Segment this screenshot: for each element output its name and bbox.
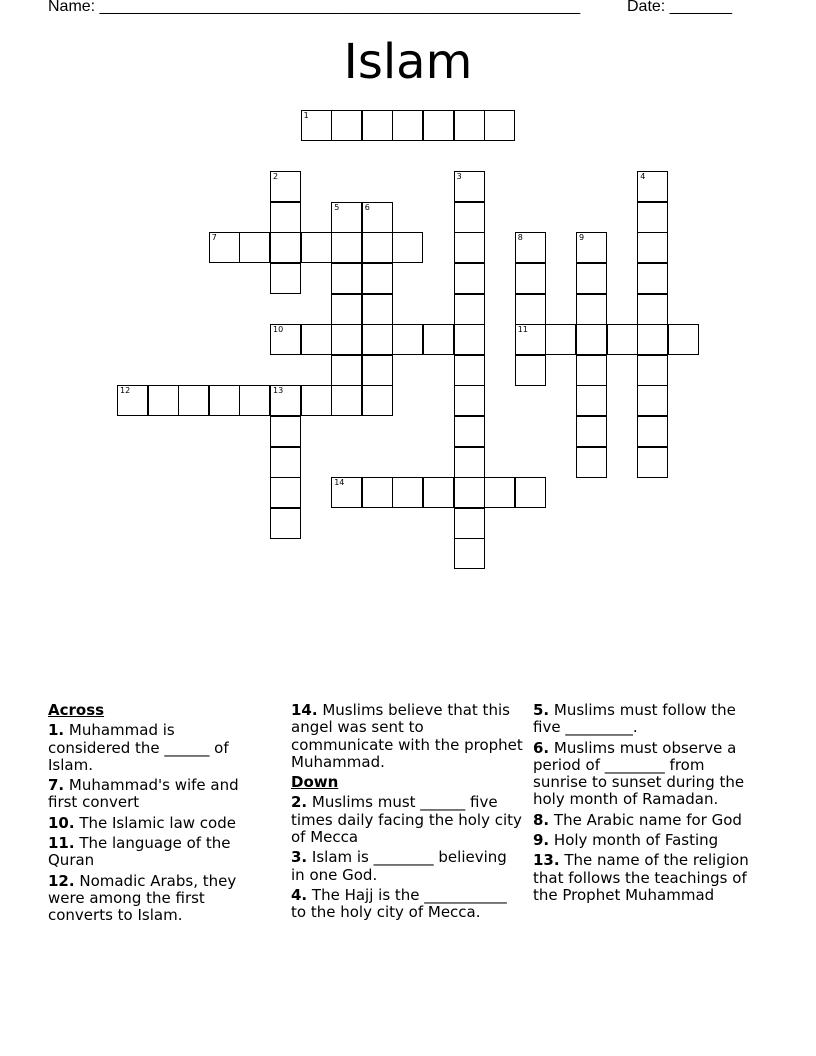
crossword-cell[interactable] xyxy=(362,202,393,233)
crossword-cell[interactable] xyxy=(515,324,546,355)
crossword-cell[interactable] xyxy=(362,324,393,355)
crossword-cell[interactable] xyxy=(362,385,393,416)
crossword-cell[interactable] xyxy=(637,294,668,325)
crossword-cell[interactable] xyxy=(454,171,485,202)
crossword-cell[interactable] xyxy=(331,110,362,141)
crossword-cell[interactable] xyxy=(454,447,485,478)
crossword-cell[interactable] xyxy=(607,324,638,355)
crossword-cell[interactable] xyxy=(301,232,332,263)
crossword-cell[interactable] xyxy=(454,294,485,325)
crossword-cell[interactable] xyxy=(270,416,301,447)
crossword-cell[interactable] xyxy=(362,294,393,325)
crossword-cell[interactable] xyxy=(637,447,668,478)
crossword-cell[interactable] xyxy=(454,385,485,416)
crossword-cell[interactable] xyxy=(239,232,270,263)
crossword-cell[interactable] xyxy=(331,294,362,325)
crossword-cell[interactable] xyxy=(576,385,607,416)
crossword-cell[interactable] xyxy=(331,202,362,233)
crossword-cell[interactable] xyxy=(270,385,301,416)
clue-number: 9 xyxy=(579,233,585,243)
clue-down-3: 3. Islam is ________ believing in one God. xyxy=(291,848,507,884)
crossword-cell[interactable] xyxy=(270,477,301,508)
crossword-cell[interactable] xyxy=(178,385,209,416)
crossword-cell[interactable] xyxy=(331,324,362,355)
crossword-cell[interactable] xyxy=(392,110,423,141)
clue-number: 7 xyxy=(211,233,217,243)
crossword-cell[interactable] xyxy=(454,202,485,233)
crossword-cell[interactable] xyxy=(637,202,668,233)
date-field-label: Date: _______ xyxy=(627,0,732,15)
crossword-cell[interactable] xyxy=(331,355,362,386)
clues-column-1 xyxy=(48,702,258,928)
crossword-cell[interactable] xyxy=(270,171,301,202)
clue-down-6: 6. Muslims must observe a period of ________ from sunrise to sunset during the holy month of Ramadan. xyxy=(533,738,745,809)
clues-column-2 xyxy=(291,702,523,925)
page-title: Islam xyxy=(343,34,473,90)
crossword-cell[interactable] xyxy=(637,232,668,263)
clues-column-3 xyxy=(533,702,758,907)
crossword-cell[interactable] xyxy=(576,263,607,294)
crossword-cell[interactable] xyxy=(209,385,240,416)
crossword-cell[interactable] xyxy=(239,385,270,416)
crossword-cell[interactable] xyxy=(454,355,485,386)
clue-across-11: 11. The language of the Quran xyxy=(48,834,231,870)
crossword-cell[interactable] xyxy=(454,477,485,508)
clue-number: 6 xyxy=(364,202,370,212)
clue-number: 12 xyxy=(120,386,131,396)
crossword-cell[interactable] xyxy=(331,263,362,294)
crossword-cell[interactable] xyxy=(270,202,301,233)
crossword-cell[interactable] xyxy=(668,324,699,355)
crossword-cell[interactable] xyxy=(270,232,301,263)
crossword-cell[interactable] xyxy=(576,416,607,447)
crossword-cell[interactable] xyxy=(209,232,240,263)
crossword-cell[interactable] xyxy=(515,355,546,386)
crossword-cell[interactable] xyxy=(484,477,515,508)
name-field-label: Name: ______________________________________________________ xyxy=(48,0,581,15)
crossword-cell[interactable] xyxy=(576,447,607,478)
crossword-cell[interactable] xyxy=(301,385,332,416)
clue-down-8: 8. The Arabic name for God xyxy=(533,810,742,829)
clue-number: 4 xyxy=(640,172,646,182)
crossword-cell[interactable] xyxy=(454,263,485,294)
crossword-cell[interactable] xyxy=(392,232,423,263)
clue-across-10: 10. The Islamic law code xyxy=(48,813,236,832)
clue-down-5: 5. Muslims must follow the five _________. xyxy=(533,701,736,737)
crossword-cell[interactable] xyxy=(515,263,546,294)
crossword-cell[interactable] xyxy=(423,477,454,508)
clue-number: 2 xyxy=(273,172,279,182)
crossword-cell[interactable] xyxy=(637,263,668,294)
crossword-cell[interactable] xyxy=(331,232,362,263)
crossword-cell[interactable] xyxy=(515,477,546,508)
crossword-cell[interactable] xyxy=(484,110,515,141)
clue-number: 5 xyxy=(334,202,340,212)
crossword-cell[interactable] xyxy=(392,477,423,508)
crossword-cell[interactable] xyxy=(423,324,454,355)
crossword-cell[interactable] xyxy=(392,324,423,355)
crossword-cell[interactable] xyxy=(270,324,301,355)
crossword-cell[interactable] xyxy=(301,324,332,355)
clue-down-2: 2. Muslims must ______ five times daily facing the holy city of Mecca xyxy=(291,793,522,847)
clue-down-13: 13. The name of the religion that follows the teachings of the Prophet Muhammad xyxy=(533,851,749,904)
clue-number: 10 xyxy=(273,325,284,335)
crossword-cell[interactable] xyxy=(362,477,393,508)
crossword-cell[interactable] xyxy=(576,294,607,325)
crossword-cell[interactable] xyxy=(515,294,546,325)
across-heading: Across xyxy=(48,701,105,719)
crossword-cell[interactable] xyxy=(117,385,148,416)
crossword-cell[interactable] xyxy=(423,110,454,141)
crossword-cell[interactable] xyxy=(637,355,668,386)
crossword-cell[interactable] xyxy=(362,110,393,141)
crossword-cell[interactable] xyxy=(270,447,301,478)
crossword-cell[interactable] xyxy=(362,232,393,263)
crossword-cell[interactable] xyxy=(454,324,485,355)
clue-number: 13 xyxy=(273,386,284,396)
down-heading: Down xyxy=(291,773,339,792)
clue-number: 8 xyxy=(517,233,523,243)
crossword-cell[interactable] xyxy=(576,324,607,355)
crossword-cell[interactable] xyxy=(454,416,485,447)
crossword-cell[interactable] xyxy=(454,538,485,569)
crossword-cell[interactable] xyxy=(362,263,393,294)
crossword-cell[interactable] xyxy=(270,508,301,539)
clue-across-7: 7. Muhammad's wife and first convert xyxy=(48,776,239,812)
crossword-cell[interactable] xyxy=(270,263,301,294)
clue-across-12: 12. Nomadic Arabs, they were among the first converts to Islam. xyxy=(48,871,237,925)
crossword-cell[interactable] xyxy=(576,232,607,263)
clue-across-1: 1. Muhammad is considered the ______ of Islam. xyxy=(48,721,229,774)
clue-down-9: 9. Holy month of Fasting xyxy=(533,831,719,850)
crossword-cell[interactable] xyxy=(454,232,485,263)
clue-number: 3 xyxy=(456,172,462,182)
crossword-cell[interactable] xyxy=(454,508,485,539)
clue-across-14: 14. Muslims believe that this angel was sent to communicate with the prophet Muhammad. xyxy=(291,701,523,771)
crossword-cell[interactable] xyxy=(515,232,546,263)
crossword-cell[interactable] xyxy=(454,110,485,141)
crossword-cell[interactable] xyxy=(362,355,393,386)
crossword-cell[interactable] xyxy=(331,477,362,508)
crossword-cell[interactable] xyxy=(637,385,668,416)
crossword-cell[interactable] xyxy=(576,355,607,386)
crossword-cell[interactable] xyxy=(301,110,332,141)
clue-number: 14 xyxy=(334,478,345,488)
crossword-cell[interactable] xyxy=(148,385,179,416)
clue-down-4: 4. The Hajj is the ___________ to the holy city of Mecca. xyxy=(291,885,507,922)
crossword-cell[interactable] xyxy=(637,324,668,355)
crossword-cell[interactable] xyxy=(331,385,362,416)
crossword-cell[interactable] xyxy=(637,416,668,447)
clue-number: 11 xyxy=(517,325,528,335)
crossword-cell[interactable] xyxy=(545,324,576,355)
crossword-cell[interactable] xyxy=(637,171,668,202)
clue-number: 1 xyxy=(303,111,309,120)
